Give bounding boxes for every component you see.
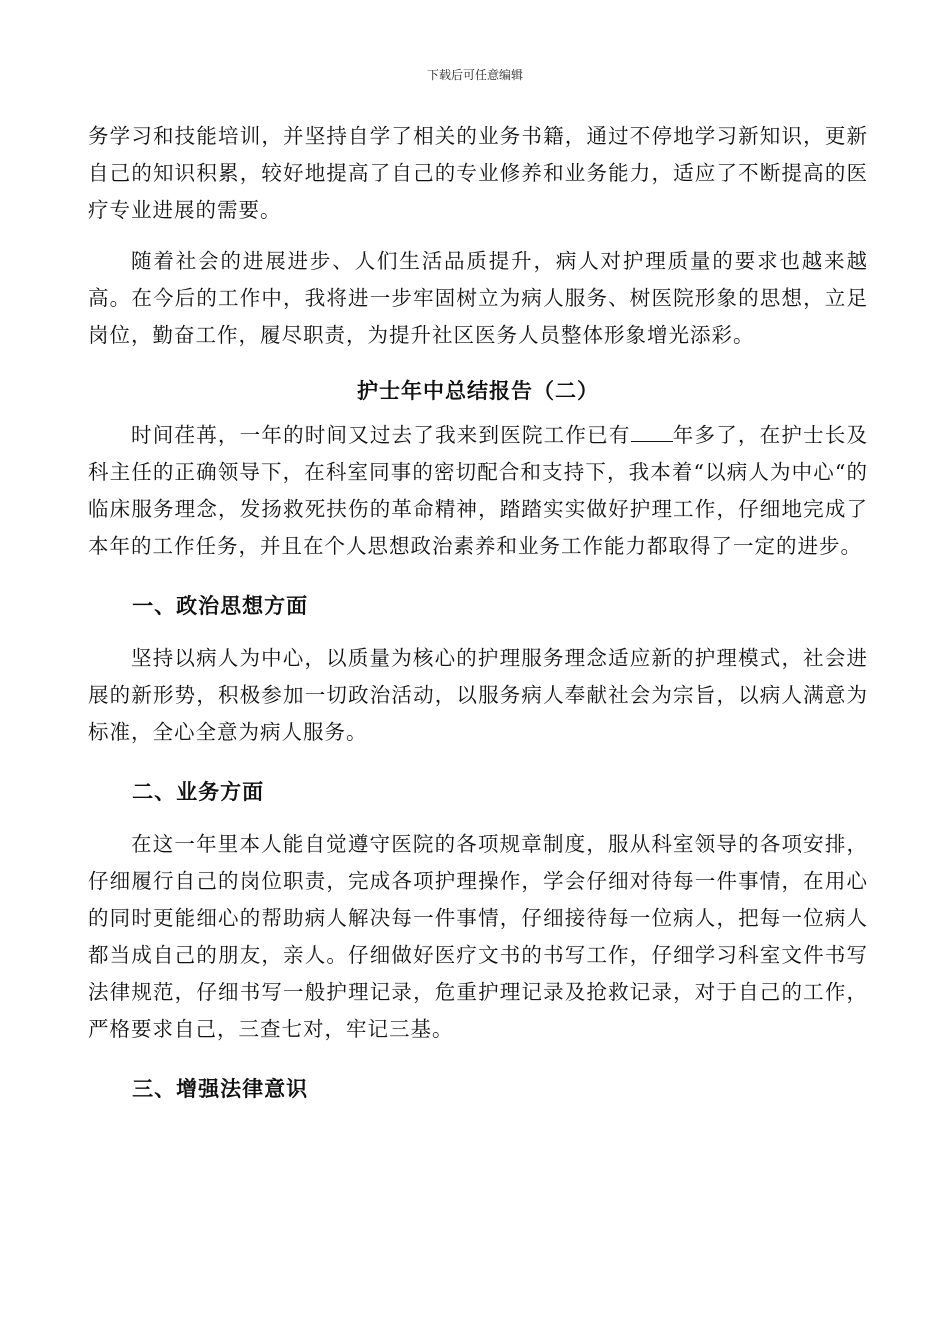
paragraph-intro xyxy=(88,417,868,565)
intro-text-end: 年多了，在护士长及科主任的正确领导下，在科室同事的密切配合和支持下，我本着“以病人为中心“的临床服务理念，发扬救死扶伤的革命精神，踏踏实实做好护理工作，仔细地完成了本年的工作任务，并且在个人思想政治素养和业务工作能力都取得了一定的进步。 xyxy=(88,423,869,558)
section-text-politics: 坚持以病人为中心，以质量为核心的护理服务理念适应新的护理模式，社会进展的新形势，积极参加一切政治活动，以服务病人奉献社会为宗旨，以病人满意为标准，全心全意为病人服务。 xyxy=(88,646,868,744)
report-title: 护士年中总结报告（二） xyxy=(357,378,599,403)
paragraph-continued: 务学习和技能培训，并坚持自学了相关的业务书籍，通过不停地学习新知识，更新自己的知识积累，较好地提高了自己的专业修养和业务能力，适应了不断提高的医疗专业进展的需要。 xyxy=(88,124,868,222)
section-heading-business: 二、业务方面 xyxy=(132,779,265,804)
paragraph-outlook: 随着社会的进展进步、人们生活品质提升，病人对护理质量的要求也越来越高。在今后的工作中，我将进一步牢固树立为病人服务、树医院形象的思想，立足岗位，勤奋工作，履尽职责，为提升社区医务人员整体形象增光添彩。 xyxy=(88,249,868,347)
page-header-note: 下载后可任意编辑 xyxy=(426,68,523,82)
document-body xyxy=(88,118,868,1123)
intro-text-start: 时间荏苒，一年的时间又过去了我来到医院工作已有 xyxy=(131,423,631,447)
fill-in-blank xyxy=(631,423,673,442)
section-text-business: 在这一年里本人能自觉遵守医院的各项规章制度，服从科室领导的各项安排，仔细履行自己的岗位职责，完成各项护理操作，学会仔细对待每一件事情，在用心的同时更能细心的帮助病人解决每一件事情，仔细接待每一位病人，把每一位病人都当成自己的朋友，亲人。仔细做好医疗文书的书写工作，仔细学习科室文件书写法律规范，仔细书写一般护理记录，危重护理记录及抢救记录，对于自己的工作，严格要求自己，三查七对，牢记三基。 xyxy=(88,832,868,1041)
section-heading-politics: 一、政治思想方面 xyxy=(132,593,309,618)
section-heading-law: 三、增强法律意识 xyxy=(132,1076,309,1101)
